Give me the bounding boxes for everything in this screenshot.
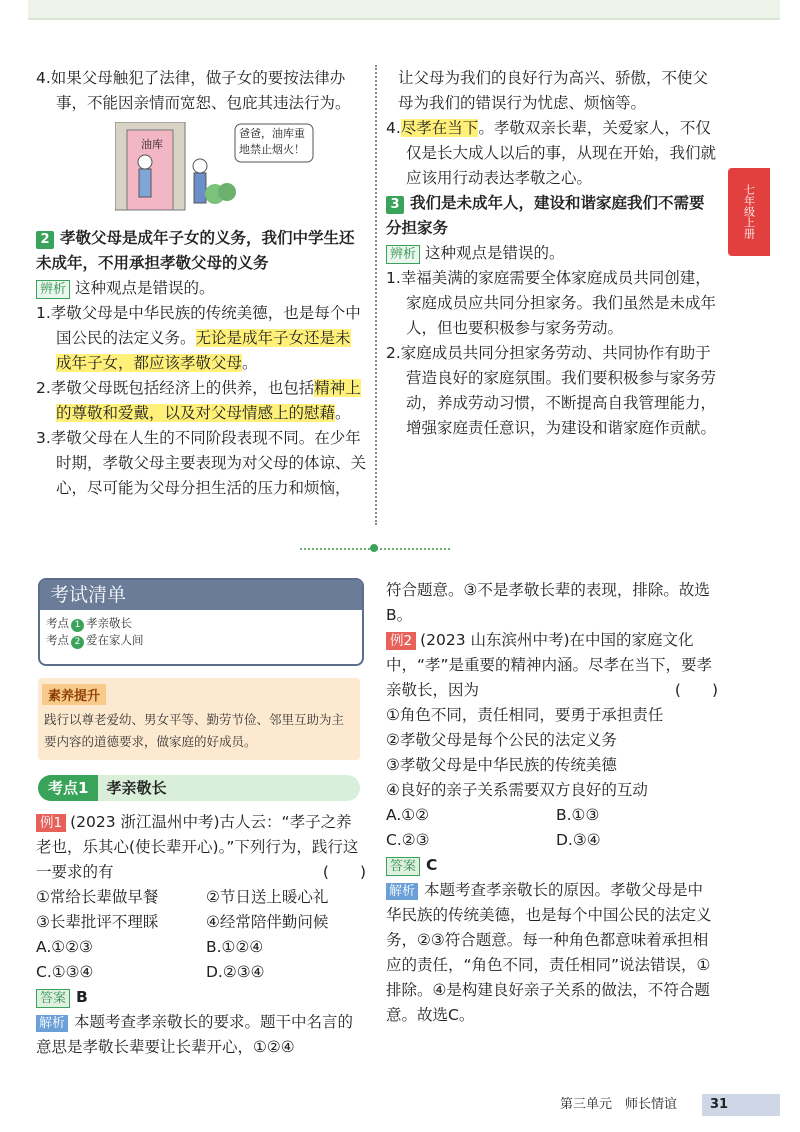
example-1-analysis: 解析 本题考查孝亲敬长的要求。题干中名言的意思是孝敬长辈要让长辈开心，①②④ [36, 1013, 354, 1056]
divider-dot [370, 544, 378, 552]
speech-bubble: 爸爸，油库重地禁止烟火！ [239, 127, 305, 156]
example-1-options: ①常给长辈做早餐 ②节日送上暖心礼 [36, 888, 329, 906]
answer-tag: 答案 [36, 989, 70, 1008]
analysis-tag: 辨析 [386, 245, 420, 264]
point-4-right: 4.尽孝在当下。孝敬双亲长辈，关爱家人，不仅仅是长大成人以后的事，从现在开始，我们就应该用行动表达孝敬之心。 [386, 119, 717, 187]
checklist-item-2: 考点 2 爱在家人间 [46, 633, 144, 647]
left-column-body [36, 226, 366, 501]
point-2: 2.孝敬父母既包括经济上的供养，也包括精神上的尊敬和爱戴，以及对父母情感上的慰藉。 [36, 379, 361, 422]
example-1-answer: 答案 B [36, 985, 366, 1010]
point-3: 3.孝敬父母在人生的不同阶段表现不同。在少年时期，孝敬父母主要表现为对父母的体谅、关心，尽可能为父母分担生活的压力和烦恼， [36, 429, 367, 497]
point-1: 1.孝敬父母是中华民族的传统美德，也是每个中国公民的法定义务。无论是成年子女还是未成年子女，都应该孝敬父母。 [36, 304, 361, 372]
answer-tag: 答案 [386, 857, 420, 876]
exam-checklist [38, 578, 364, 666]
highlight-3: 尽孝在当下 [400, 119, 479, 137]
highlight-1: 无论是成年子女还是未成年子女，都应该孝敬父母 [56, 329, 351, 372]
example-1-stem: 例1 (2023 浙江温州中考)古人云：“孝子之养老也，乐其心(使长辈开心)。”下列行为，践行这一要求的有 ( ) [36, 813, 366, 881]
question-2-number: 2 [36, 231, 54, 249]
footer-unit: 第三单元 师长情谊 [560, 1097, 678, 1112]
example-tag: 例1 [36, 814, 66, 832]
literacy-text: 践行以尊老爱幼、男女平等、勤劳节俭、邻里互助为主要内容的道德要求，做家庭的好成员。 [44, 712, 345, 749]
grade-side-tab [728, 168, 770, 256]
question-2 [36, 226, 366, 276]
checklist-item-1: 考点 1 孝亲敬长 [46, 616, 132, 630]
page-number: 31 [702, 1094, 780, 1116]
point-r1: 1.幸福美满的家庭需要全体家庭成员共同创建，家庭成员应共同分担家务。我们虽然是未成年人，但也要积极参与家务劳动。 [386, 269, 717, 337]
highlight-2: 精神上的尊敬和爱戴，以及对父母情感上的慰藉 [56, 379, 361, 422]
kaodian-title: 孝亲敬长 [106, 779, 167, 797]
example-1-continued: 符合题意。③不是孝敬长辈的表现，排除。故选B。 [386, 581, 710, 624]
question-3-text: 我们是未成年人，建设和谐家庭我们不需要分担家务 [386, 194, 705, 237]
analysis-2 [36, 276, 366, 301]
analysis-tag: 辨析 [36, 280, 70, 299]
kaodian-number: 考点1 [38, 775, 98, 801]
page-footer [560, 1094, 780, 1116]
analysis-tag: 解析 [386, 883, 418, 900]
analysis-verdict: 这种观点是错误的。 [75, 279, 215, 297]
column-separator [375, 65, 377, 525]
analysis-verdict: 这种观点是错误的。 [425, 244, 565, 262]
question-3 [386, 191, 718, 241]
literacy-label: 素养提升 [42, 684, 106, 705]
question-2-text: 孝敬父母是成年子女的义务，我们中学生还未成年，不用承担孝敬父母的义务 [36, 229, 355, 272]
example-2-stem: 例2 (2023 山东滨州中考)在中国的家庭文化中，“孝”是重要的精神内涵。尽孝在当下，要孝亲敬长，因为 ( ) [386, 631, 718, 699]
example-2-analysis: 解析 本题考查孝亲敬长的原因。孝敬父母是中华民族的传统美德，也是每个中国公民的法定义务，②③符合题意。每一种角色都意味着承担相应的责任，“角色不同，责任相同”说法错误，①排除。④是构建良好亲子关系的做法，不符合题意。故选C。 [386, 881, 712, 1024]
analysis-tag: 解析 [36, 1015, 68, 1032]
left-column [36, 66, 366, 116]
analysis-3 [386, 241, 718, 266]
example-tag: 例2 [386, 632, 416, 650]
oil-depot-sign: 油库 [141, 138, 163, 151]
example-2-answer: 答案 C [386, 853, 718, 878]
example-1: 例1 (2023 浙江温州中考)古人云：“孝子之养老也，乐其心(使长辈开心)。”下列行为，践行这一要求的有 ( ) ①常给长辈做早餐 ②节日送上暖心礼 ③长辈批评不理睬 ④经常陪伴勤问候 A.①②③ B.①②④ C.①③④ D.②③④ 答案 B 解析 本题考查孝亲敬长的要求。题干中名言的意思是孝敬长辈要让长辈开心，①②④ [36, 810, 366, 1060]
kaodian-header [38, 775, 360, 801]
grade-side-tab-text: 七年级上册 [742, 183, 756, 239]
illustration [115, 122, 315, 214]
exam-checklist-title: 考试清单 [40, 580, 362, 610]
continued-text: 让父母为我们的良好行为高兴、骄傲，不使父母为我们的错误行为忧虑、烦恼等。 [398, 69, 709, 112]
right-column [386, 66, 718, 441]
point-4: 4.如果父母触犯了法律，做子女的要按法律办事，不能因亲情而宽恕、包庇其违法行为。 [36, 69, 351, 112]
top-bar [28, 0, 780, 20]
question-3-number: 3 [386, 196, 404, 214]
right-column-bottom: 符合题意。③不是孝敬长辈的表现，排除。故选B。 例2 (2023 山东滨州中考)在中国的家庭文化中，“孝”是重要的精神内涵。尽孝在当下，要孝亲敬长，因为 ( ) ①角色不同，责任相同，要勇于承担责任 ②孝敬父母是每个公民的法定义务 ③孝敬父母是中华民族的传统美德 ④良好的亲子关系需要双方良好的互动 A.①② B.①③ C.②③ D.③④ 答案 C 解析 本题考查孝亲敬长的原因。孝敬父母是中华民族的传统美德，也是每个中国公民的法定义务，②③符合题意。每一种角色都意味着承担相应的责任，“角色不同，责任相同”说法错误，①排除。④是构建良好亲子关系的做法，不符合题意。故选C。 [386, 578, 718, 1028]
point-r2: 2.家庭成员共同分担家务劳动、共同协作有助于营造良好的家庭氛围。我们要积极参与家务劳动，养成劳动习惯，不断提高自我管理能力，增强家庭责任意识，为建设和谐家庭作贡献。 [386, 344, 717, 437]
literacy-box [38, 678, 360, 760]
